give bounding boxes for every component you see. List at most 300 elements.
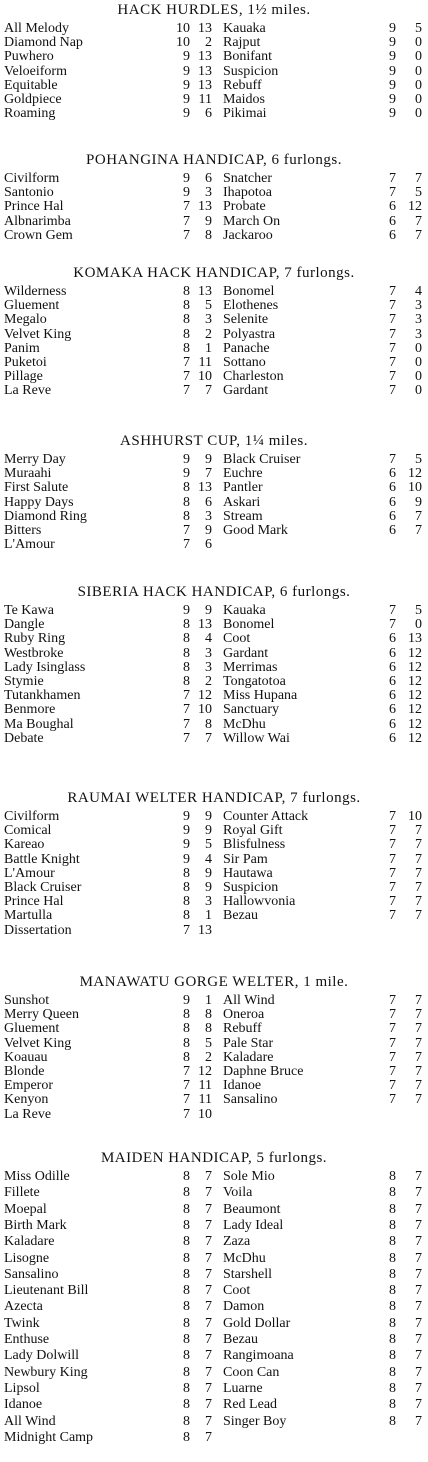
horse-name: Lieutenant Bill: [4, 1283, 89, 1299]
weight-pounds: 7: [415, 894, 422, 910]
horse-name: Merry Day: [4, 452, 66, 467]
horse-name: Miss Hupana: [223, 688, 298, 704]
horse-name: Voila: [223, 1185, 253, 1201]
horse-name: Bonomel: [223, 617, 275, 633]
weight-stone: 7: [183, 213, 190, 229]
entry-row: [0, 200, 428, 214]
weight-stone: 7: [389, 617, 396, 633]
weight-pounds: 7: [205, 1397, 212, 1413]
horse-name: Lady Dolwill: [4, 1348, 80, 1364]
weight-stone: 8: [389, 1364, 396, 1380]
weight-stone: 7: [389, 993, 396, 1008]
weight-pounds: 9: [205, 865, 212, 881]
weight-stone: 8: [183, 865, 190, 881]
weight-stone: 9: [183, 106, 190, 122]
horse-name: Puketoi: [4, 355, 47, 370]
weight-pounds: 5: [205, 1035, 212, 1051]
weight-pounds: 13: [198, 922, 212, 938]
horse-name: Lady Isinglass: [4, 659, 86, 675]
entry-row: [0, 1037, 428, 1051]
weight-stone: 7: [183, 369, 190, 385]
weight-pounds: 9: [205, 823, 212, 839]
entry-row: [0, 718, 428, 732]
weight-pounds: 0: [415, 77, 422, 93]
entry-row: [0, 1252, 428, 1266]
entry-row: [0, 924, 428, 938]
weight-stone: 7: [389, 369, 396, 385]
horse-name: Sir Pam: [223, 851, 268, 867]
weight-pounds: 13: [198, 49, 212, 65]
horse-name: Newbury King: [4, 1364, 88, 1380]
horse-name: Stream: [223, 508, 263, 524]
entry-row: [0, 356, 428, 370]
weight-stone: 7: [183, 1064, 190, 1079]
horse-name: Battle Knight: [4, 851, 80, 867]
weight-pounds: 7: [415, 1169, 422, 1184]
weight-pounds: 7: [415, 171, 422, 186]
horse-name: Jackaroo: [223, 227, 273, 243]
weight-pounds: 7: [415, 1397, 422, 1413]
weight-stone: 7: [389, 355, 396, 370]
horse-name: Polyastra: [223, 326, 276, 342]
weight-pounds: 11: [198, 1078, 212, 1094]
weight-stone: 8: [183, 508, 190, 524]
weight-stone: 10: [176, 21, 190, 36]
weight-stone: 9: [183, 63, 190, 79]
weight-stone: 8: [183, 1332, 190, 1347]
weight-stone: 6: [389, 645, 396, 661]
weight-pounds: 12: [198, 1064, 212, 1079]
entry-row: [0, 107, 428, 121]
entry-row: [0, 632, 428, 646]
race-title: RAUMAI WELTER HANDICAP, 7 furlongs.: [67, 790, 361, 806]
weight-pounds: 7: [415, 1250, 422, 1266]
weight-pounds: 8: [205, 716, 212, 732]
horse-name: Charleston: [223, 369, 284, 385]
weight-stone: 9: [389, 77, 396, 93]
horse-name: Euchre: [223, 466, 263, 482]
horse-name: Sunshot: [4, 993, 50, 1008]
entry-row: [0, 1022, 428, 1036]
weight-stone: 8: [183, 298, 190, 314]
weight-pounds: 1: [205, 993, 212, 1008]
weight-stone: 9: [183, 185, 190, 201]
weight-stone: 8: [183, 1234, 190, 1250]
horse-name: Hallowvonia: [223, 894, 296, 910]
entry-row: [0, 342, 428, 356]
horse-name: Daphne Bruce: [223, 1064, 304, 1079]
horse-name: Velvet King: [4, 326, 72, 342]
weight-pounds: 7: [205, 1348, 212, 1364]
horse-name: All Wind: [223, 993, 275, 1008]
weight-stone: 8: [389, 1380, 396, 1396]
weight-stone: 8: [389, 1348, 396, 1364]
horse-name: Gardant: [223, 645, 269, 661]
weight-pounds: 7: [205, 1429, 212, 1445]
weight-stone: 9: [183, 92, 190, 107]
weight-pounds: 6: [205, 171, 212, 186]
weight-stone: 8: [389, 1299, 396, 1315]
entry-row: [0, 1415, 428, 1429]
entry-row: [0, 1065, 428, 1079]
horse-name: Panim: [4, 340, 40, 356]
entry-row: [0, 1051, 428, 1065]
weight-pounds: 7: [205, 1217, 212, 1233]
horse-name: Civilform: [4, 171, 60, 186]
horse-name: Coot: [223, 1283, 251, 1299]
entry-row: [0, 50, 428, 64]
weight-stone: 8: [183, 494, 190, 510]
weight-stone: 9: [389, 21, 396, 36]
weight-pounds: 7: [415, 508, 422, 524]
weight-pounds: 5: [415, 452, 422, 467]
entry-row: [0, 313, 428, 327]
weight-stone: 9: [183, 851, 190, 867]
weight-stone: 9: [183, 171, 190, 186]
weight-pounds: 7: [415, 1234, 422, 1250]
weight-pounds: 11: [198, 1092, 212, 1108]
horse-name: Sanctuary: [223, 702, 279, 718]
horse-name: Selenite: [223, 312, 269, 328]
horse-name: Sansalino: [223, 1092, 278, 1108]
horse-name: Sole Mio: [223, 1169, 275, 1184]
weight-stone: 8: [183, 340, 190, 356]
weight-pounds: 0: [415, 92, 422, 107]
horse-name: Twink: [4, 1315, 40, 1331]
weight-stone: 6: [389, 199, 396, 215]
entry-row: [0, 618, 428, 632]
weight-stone: 7: [183, 702, 190, 718]
weight-stone: 8: [183, 1413, 190, 1429]
weight-stone: 6: [389, 508, 396, 524]
entry-row: [0, 1186, 428, 1200]
weight-pounds: 13: [198, 21, 212, 36]
horse-name: Crown Gem: [4, 227, 73, 243]
weight-pounds: 7: [415, 1064, 422, 1079]
entry-row: [0, 703, 428, 717]
horse-name: Bezau: [223, 908, 258, 924]
entry-row: [0, 824, 428, 838]
weight-stone: 9: [183, 452, 190, 467]
weight-stone: 9: [389, 106, 396, 122]
weight-stone: 7: [389, 298, 396, 314]
horse-name: Kaladare: [223, 1049, 274, 1065]
horse-name: Counter Attack: [223, 809, 309, 824]
weight-stone: 7: [389, 837, 396, 853]
weight-stone: 6: [389, 480, 396, 496]
weight-pounds: 7: [415, 823, 422, 839]
weight-stone: 7: [183, 730, 190, 746]
weight-pounds: 3: [205, 508, 212, 524]
weight-pounds: 7: [205, 1332, 212, 1347]
race-title: ASHHURST CUP, 1¼ miles.: [120, 433, 308, 449]
entry-row: [0, 172, 428, 186]
weight-stone: 8: [183, 312, 190, 328]
weight-stone: 8: [183, 1250, 190, 1266]
weight-stone: 8: [389, 1185, 396, 1201]
horse-name: McDhu: [223, 1250, 266, 1266]
entry-row: [0, 215, 428, 229]
horse-name: Fillete: [4, 1185, 40, 1201]
horse-name: Tutankhamen: [4, 688, 81, 704]
entry-row: [0, 1284, 428, 1298]
weight-pounds: 7: [415, 993, 422, 1008]
weight-stone: 8: [183, 1348, 190, 1364]
weight-pounds: 7: [415, 1266, 422, 1282]
weight-pounds: 13: [198, 199, 212, 215]
weight-pounds: 1: [205, 908, 212, 924]
weight-stone: 8: [183, 1364, 190, 1380]
weight-stone: 7: [389, 1049, 396, 1065]
horse-name: Zaza: [223, 1234, 251, 1250]
weight-pounds: 5: [205, 837, 212, 853]
horse-name: Good Mark: [223, 523, 288, 538]
race-title: POHANGINA HANDICAP, 6 furlongs.: [86, 152, 342, 168]
weight-pounds: 4: [415, 284, 422, 299]
weight-pounds: 7: [205, 466, 212, 482]
horse-name: Rangimoana: [223, 1348, 294, 1364]
weight-stone: 7: [389, 284, 396, 299]
entry-row: [0, 1170, 428, 1184]
entry-row: [0, 1398, 428, 1412]
horse-name: Roaming: [4, 106, 56, 122]
horse-name: Bonifant: [223, 49, 272, 65]
horse-name: Moepal: [4, 1201, 47, 1217]
weight-pounds: 12: [408, 466, 422, 482]
entry-row: [0, 1008, 428, 1022]
weight-pounds: 7: [415, 213, 422, 229]
entry-row: [0, 732, 428, 746]
entry-row: [0, 661, 428, 675]
weight-stone: 7: [389, 809, 396, 824]
weight-stone: 7: [183, 523, 190, 538]
horse-name: Pikimai: [223, 106, 267, 122]
horse-name: Miss Odille: [4, 1169, 70, 1184]
horse-name: Blonde: [4, 1064, 45, 1079]
weight-stone: 6: [389, 213, 396, 229]
weight-stone: 7: [389, 452, 396, 467]
entry-row: [0, 1203, 428, 1217]
horse-name: Kauaka: [223, 603, 266, 618]
weight-stone: 7: [183, 688, 190, 704]
weight-stone: 8: [183, 1201, 190, 1217]
weight-stone: 8: [183, 1266, 190, 1282]
entry-row: [0, 36, 428, 50]
entry-row: [0, 229, 428, 243]
horse-name: Hautawa: [223, 865, 273, 881]
horse-name: Wilderness: [4, 284, 67, 299]
weight-stone: 8: [389, 1315, 396, 1331]
horse-name: Tongatotoa: [223, 674, 286, 689]
weight-stone: 8: [183, 1429, 190, 1445]
weight-pounds: 9: [205, 809, 212, 824]
entry-row: [0, 1317, 428, 1331]
weight-stone: 6: [389, 716, 396, 732]
horse-name: Sottano: [223, 355, 266, 370]
horse-name: All Melody: [4, 21, 69, 36]
weight-pounds: 12: [408, 716, 422, 732]
weight-stone: 7: [183, 1106, 190, 1122]
horse-name: Kauaka: [223, 21, 266, 36]
horse-name: Benmore: [4, 702, 56, 718]
horse-name: Coon Can: [223, 1364, 280, 1380]
weight-pounds: 2: [205, 35, 212, 51]
weight-stone: 8: [183, 1185, 190, 1201]
weight-stone: 6: [389, 227, 396, 243]
weight-pounds: 12: [408, 659, 422, 675]
weight-pounds: 3: [205, 645, 212, 661]
race-title: KOMAKA HACK HANDICAP, 7 furlongs.: [73, 265, 355, 281]
horse-name: Happy Days: [4, 494, 74, 510]
entry-row: [0, 1235, 428, 1249]
horse-name: Rebuff: [223, 77, 262, 93]
horse-name: Gluement: [4, 1021, 60, 1037]
horse-name: Civilform: [4, 809, 60, 824]
weight-stone: 8: [183, 617, 190, 633]
horse-name: La Reve: [4, 383, 52, 399]
weight-stone: 8: [183, 1021, 190, 1037]
weight-pounds: 7: [205, 1234, 212, 1250]
weight-stone: 8: [183, 894, 190, 910]
weight-pounds: 7: [205, 383, 212, 399]
horse-name: Albnarimba: [4, 213, 71, 229]
weight-stone: 8: [389, 1266, 396, 1282]
horse-name: Lady Ideal: [223, 1217, 284, 1233]
horse-name: Veloeiform: [4, 63, 67, 79]
weight-stone: 8: [389, 1250, 396, 1266]
weight-pounds: 7: [205, 1364, 212, 1380]
weight-pounds: 7: [205, 1283, 212, 1299]
weight-pounds: 0: [415, 106, 422, 122]
entry-row: [0, 881, 428, 895]
weight-pounds: 7: [415, 523, 422, 538]
horse-name: March On: [223, 213, 281, 229]
entry-row: [0, 1431, 428, 1445]
entry-row: [0, 481, 428, 495]
weight-pounds: 7: [205, 1315, 212, 1331]
weight-stone: 6: [389, 494, 396, 510]
entry-row: [0, 1349, 428, 1363]
weight-stone: 7: [389, 1021, 396, 1037]
entry-row: [0, 370, 428, 384]
weight-pounds: 7: [415, 1049, 422, 1065]
horse-name: Kaladare: [4, 1234, 55, 1250]
weight-stone: 7: [389, 1007, 396, 1023]
weight-pounds: 7: [205, 1169, 212, 1184]
weight-pounds: 7: [415, 880, 422, 895]
horse-name: Dissertation: [4, 922, 72, 938]
race-title: MAIDEN HANDICAP, 5 furlongs.: [100, 1150, 328, 1166]
weight-pounds: 7: [415, 1364, 422, 1380]
horse-name: Probate: [223, 199, 266, 215]
weight-pounds: 7: [205, 1266, 212, 1282]
weight-pounds: 7: [415, 227, 422, 243]
weight-stone: 6: [389, 702, 396, 718]
horse-name: Lisogne: [4, 1250, 50, 1266]
horse-name: Diamond Nap: [4, 35, 83, 51]
weight-pounds: 10: [198, 369, 212, 385]
horse-name: Midnight Camp: [4, 1429, 94, 1445]
horse-name: Blisfulness: [223, 837, 286, 853]
horse-name: Askari: [223, 494, 261, 510]
weight-pounds: 7: [415, 1201, 422, 1217]
horse-name: Maidos: [223, 92, 265, 107]
weight-stone: 10: [176, 35, 190, 51]
entry-row: [0, 510, 428, 524]
race-title: MANAWATU GORGE WELTER, 1 mile.: [79, 974, 349, 990]
weight-stone: 7: [389, 908, 396, 924]
entry-row: [0, 1366, 428, 1380]
weight-pounds: 9: [205, 603, 212, 618]
entry-row: [0, 524, 428, 538]
weight-pounds: 9: [415, 494, 422, 510]
horse-name: Bonomel: [223, 284, 275, 299]
horse-name: Enthuse: [4, 1332, 50, 1347]
weight-pounds: 0: [415, 63, 422, 79]
entry-row: [0, 909, 428, 923]
horse-name: Kenyon: [4, 1092, 49, 1108]
weight-pounds: 8: [205, 227, 212, 243]
weight-stone: 7: [389, 851, 396, 867]
weight-stone: 7: [389, 603, 396, 618]
entry-row: [0, 1219, 428, 1233]
weight-stone: 9: [389, 49, 396, 65]
horse-name: Martulla: [4, 908, 53, 924]
race-title: SIBERIA HACK HANDICAP, 6 furlongs.: [77, 584, 351, 600]
weight-pounds: 0: [415, 383, 422, 399]
horse-name: First Salute: [4, 480, 69, 496]
entry-row: [0, 328, 428, 342]
weight-stone: 7: [389, 171, 396, 186]
weight-stone: 6: [389, 659, 396, 675]
entry-row: [0, 496, 428, 510]
entry-row: [0, 853, 428, 867]
weight-stone: 8: [389, 1169, 396, 1184]
weight-stone: 8: [183, 1283, 190, 1299]
weight-stone: 8: [389, 1217, 396, 1233]
horse-name: Muraahi: [4, 466, 52, 482]
weight-stone: 8: [183, 326, 190, 342]
weight-pounds: 7: [205, 1413, 212, 1429]
entry-row: [0, 186, 428, 200]
entry-row: [0, 1079, 428, 1093]
entry-row: [0, 895, 428, 909]
horse-name: All Wind: [4, 1413, 56, 1429]
weight-pounds: 0: [415, 340, 422, 356]
weight-pounds: 12: [408, 645, 422, 661]
weight-stone: 8: [183, 1299, 190, 1315]
race-title: HACK HURDLES, 1½ miles.: [117, 2, 311, 18]
weight-stone: 9: [389, 35, 396, 51]
weight-stone: 9: [183, 823, 190, 839]
entry-row: [0, 1333, 428, 1347]
horse-name: Starshell: [223, 1266, 272, 1282]
weight-stone: 9: [183, 993, 190, 1008]
weight-pounds: 12: [408, 688, 422, 704]
horse-name: Equitable: [4, 77, 58, 93]
horse-name: Oneroa: [223, 1007, 265, 1023]
weight-stone: 9: [183, 466, 190, 482]
entry-row: [0, 1108, 428, 1122]
horse-name: Prince Hal: [4, 894, 64, 910]
weight-pounds: 12: [408, 674, 422, 689]
weight-stone: 7: [183, 716, 190, 732]
horse-name: Panache: [223, 340, 270, 356]
weight-pounds: 3: [415, 298, 422, 314]
entry-row: [0, 604, 428, 618]
horse-name: Luarne: [223, 1380, 263, 1396]
horse-name: Idanoe: [4, 1397, 43, 1413]
